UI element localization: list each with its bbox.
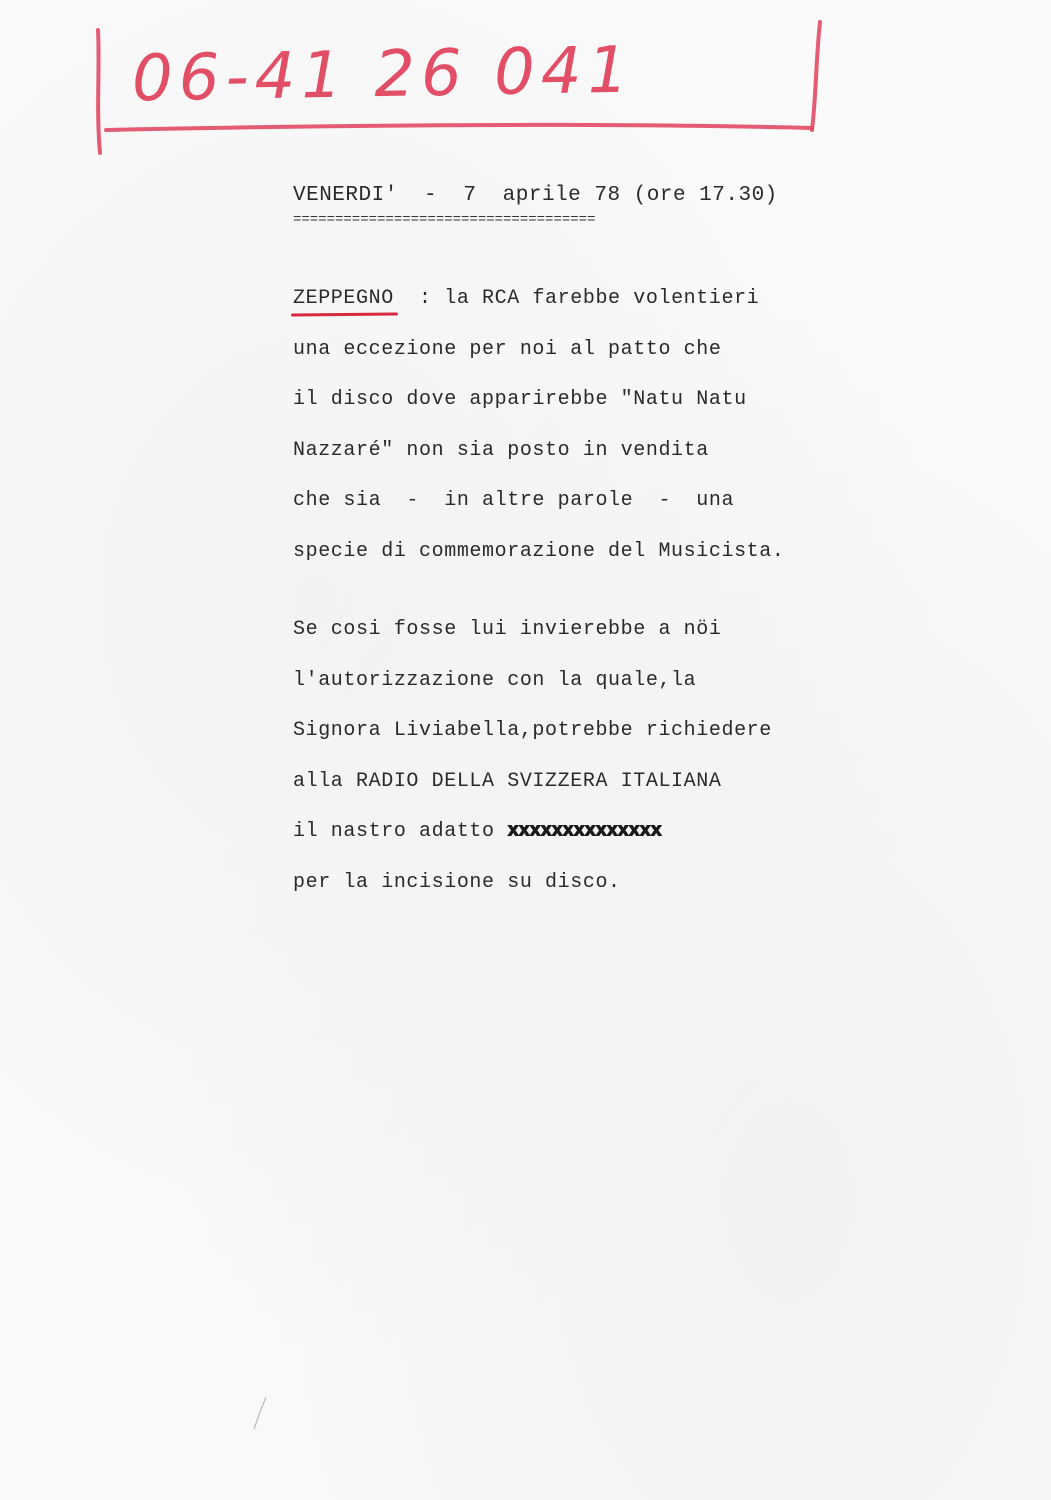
paragraph-2-line-4: alla RADIO DELLA SVIZZERA ITALIANA	[293, 769, 722, 793]
paragraph-1-line-3: il disco dove apparirebbe "Natu Natu	[293, 388, 747, 412]
paragraph-1	[293, 286, 784, 590]
red-handwritten-annotation	[88, 18, 828, 158]
paragraph-1-line-1-rest: : la RCA farebbe volentieri	[393, 287, 760, 310]
paragraph-1-line-2: una eccezione per noi al patto che	[293, 337, 722, 361]
paragraph-2-line-5	[293, 819, 772, 870]
document-heading: VENERDI' - 7 aprile 78 (ore 17.30)	[293, 184, 778, 207]
heading-double-underline: ====================================	[293, 212, 596, 228]
pencil-stray-mark	[250, 1393, 272, 1433]
struck-out-text: xxxxxxxxxxxxxx	[507, 820, 662, 844]
paragraph-1-line-4: Nazzaré" non sia posto in vendita	[293, 438, 709, 462]
paragraph-2-line-2: l'autorizzazione con la quale,la	[293, 668, 697, 692]
paragraph-1-line-1	[293, 286, 784, 337]
paragraph-2-line-5-text: il nastro adatto	[293, 820, 508, 844]
handwritten-phone-number: 06-41 26 041	[131, 33, 635, 117]
paragraph-2-line-1: Se cosi fosse lui invierebbe a nöi	[293, 618, 722, 641]
paragraph-1-line-5: che sia - in altre parole - una	[293, 489, 735, 513]
name-zeppegno: ZEPPEGNO	[293, 287, 394, 310]
paragraph-1-line-6: specie di commemorazione del Musicista.	[293, 539, 785, 563]
paragraph-2-line-6: per la incisione su disco.	[293, 870, 621, 894]
paragraph-2-line-3: Signora Liviabella,potrebbe richiedere	[293, 719, 772, 743]
paragraph-2	[293, 617, 772, 921]
